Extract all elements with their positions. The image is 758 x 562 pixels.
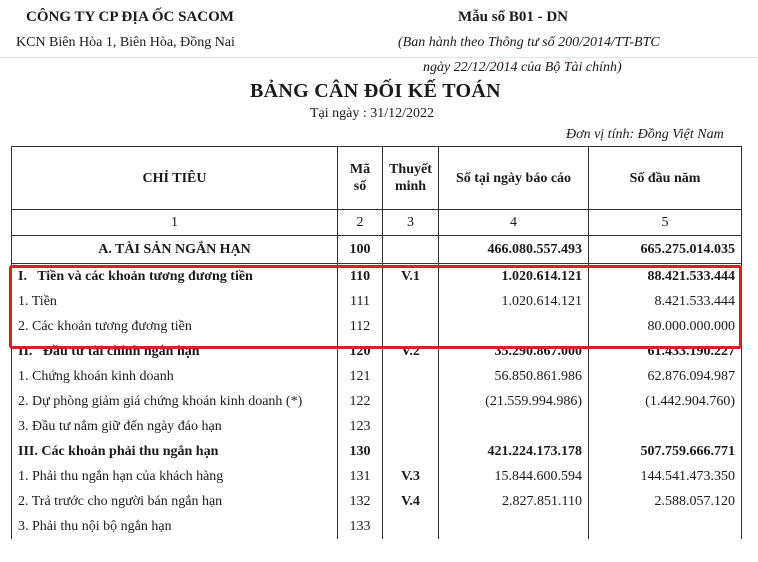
divider-line — [0, 57, 758, 58]
row-note — [383, 236, 439, 264]
company-address: KCN Biên Hòa 1, Biên Hòa, Đồng Nai — [16, 35, 235, 50]
header-note — [383, 147, 439, 210]
row-opening: 2.588.057.120 — [589, 489, 742, 514]
row-current: 2.827.851.110 — [439, 489, 589, 514]
row-opening: 62.876.094.987 — [589, 364, 742, 389]
row-current: 56.850.861.986 — [439, 364, 589, 389]
table-header-row — [12, 147, 742, 210]
row-current: 1.020.614.121 — [439, 289, 589, 314]
header-opening: Số đầu năm — [589, 147, 742, 210]
col-number: 2 — [338, 210, 383, 236]
row-label: 2. Các khoản tương đương tiền — [12, 314, 338, 339]
table-row — [12, 489, 742, 514]
row-note: V.1 — [383, 264, 439, 290]
row-code: 133 — [338, 514, 383, 539]
row-code: 123 — [338, 414, 383, 439]
row-note: V.2 — [383, 339, 439, 364]
row-label: 3. Phải thu nội bộ ngắn hạn — [12, 514, 338, 539]
row-opening — [589, 414, 742, 439]
row-label: II. Đầu tư tài chính ngắn hạn — [12, 339, 338, 364]
row-code: 130 — [338, 439, 383, 464]
row-label: 1. Chứng khoán kinh doanh — [12, 364, 338, 389]
report-date: Tại ngày : 31/12/2022 — [310, 106, 435, 121]
row-label: III. Các khoản phải thu ngắn hạn — [12, 439, 338, 464]
header-note-line2: minh — [394, 179, 427, 194]
row-opening: 665.275.014.035 — [589, 236, 742, 264]
row-opening: 88.421.533.444 — [589, 264, 742, 290]
col-number: 4 — [439, 210, 589, 236]
form-issued-line1: (Ban hành theo Thông tư số 200/2014/TT-BTC — [398, 35, 660, 50]
form-code: Mẫu số B01 - DN — [458, 9, 569, 25]
col-number: 3 — [383, 210, 439, 236]
row-opening: 80.000.000.000 — [589, 314, 742, 339]
table-row — [12, 414, 742, 439]
row-code: 111 — [338, 289, 383, 314]
row-current — [439, 514, 589, 539]
row-note — [383, 514, 439, 539]
row-code: 110 — [338, 264, 383, 290]
table-row — [12, 464, 742, 489]
row-code: 122 — [338, 389, 383, 414]
form-issued-line2: ngày 22/12/2014 của Bộ Tài chính) — [423, 60, 622, 75]
row-label: 1. Tiền — [12, 289, 338, 314]
row-code: 121 — [338, 364, 383, 389]
row-label: 2. Trả trước cho người bán ngắn hạn — [12, 489, 338, 514]
row-current: 421.224.173.178 — [439, 439, 589, 464]
header-code-line2: số — [353, 179, 367, 194]
row-label: 3. Đầu tư nắm giữ đến ngày đáo hạn — [12, 414, 338, 439]
row-opening — [589, 514, 742, 539]
row-note — [383, 364, 439, 389]
company-name: CÔNG TY CP ĐỊA ỐC SACOM — [26, 9, 234, 25]
row-current: 466.080.557.493 — [439, 236, 589, 264]
row-code: 132 — [338, 489, 383, 514]
row-note — [383, 439, 439, 464]
header-current: Số tại ngày báo cáo — [439, 147, 589, 210]
header-code — [338, 147, 383, 210]
row-opening: (1.442.904.760) — [589, 389, 742, 414]
row-code: 100 — [338, 236, 383, 264]
header-note-line1: Thuyết — [389, 162, 432, 177]
row-note — [383, 389, 439, 414]
row-note: V.4 — [383, 489, 439, 514]
row-current: 35.290.867.000 — [439, 339, 589, 364]
table-row — [12, 514, 742, 539]
row-opening: 8.421.533.444 — [589, 289, 742, 314]
row-label: 1. Phải thu ngắn hạn của khách hàng — [12, 464, 338, 489]
table-row — [12, 389, 742, 414]
column-number-row — [12, 210, 742, 236]
table-row — [12, 439, 742, 464]
table-row — [12, 236, 742, 264]
row-note: V.3 — [383, 464, 439, 489]
header-code-line1: Mã — [349, 162, 371, 177]
row-code: 112 — [338, 314, 383, 339]
row-code: 131 — [338, 464, 383, 489]
row-opening: 61.433.190.227 — [589, 339, 742, 364]
col-number: 5 — [589, 210, 742, 236]
row-note — [383, 414, 439, 439]
row-current: 1.020.614.121 — [439, 264, 589, 290]
row-current: (21.559.994.986) — [439, 389, 589, 414]
row-code: 120 — [338, 339, 383, 364]
row-opening: 144.541.473.350 — [589, 464, 742, 489]
row-current: 15.844.600.594 — [439, 464, 589, 489]
row-opening: 507.759.666.771 — [589, 439, 742, 464]
table-row — [12, 364, 742, 389]
row-label: 2. Dự phòng giảm giá chứng khoán kinh doanh (*) — [12, 389, 338, 414]
report-unit: Đơn vị tính: Đồng Việt Nam — [566, 127, 724, 142]
row-label: A. TÀI SẢN NGẮN HẠN — [12, 236, 338, 264]
col-number: 1 — [12, 210, 338, 236]
highlight-box — [9, 265, 742, 349]
header-item: CHỈ TIÊU — [12, 147, 338, 210]
report-title: BẢNG CÂN ĐỐI KẾ TOÁN — [250, 80, 501, 102]
row-current — [439, 414, 589, 439]
row-label: I. Tiền và các khoản tương đương tiền — [12, 264, 338, 290]
